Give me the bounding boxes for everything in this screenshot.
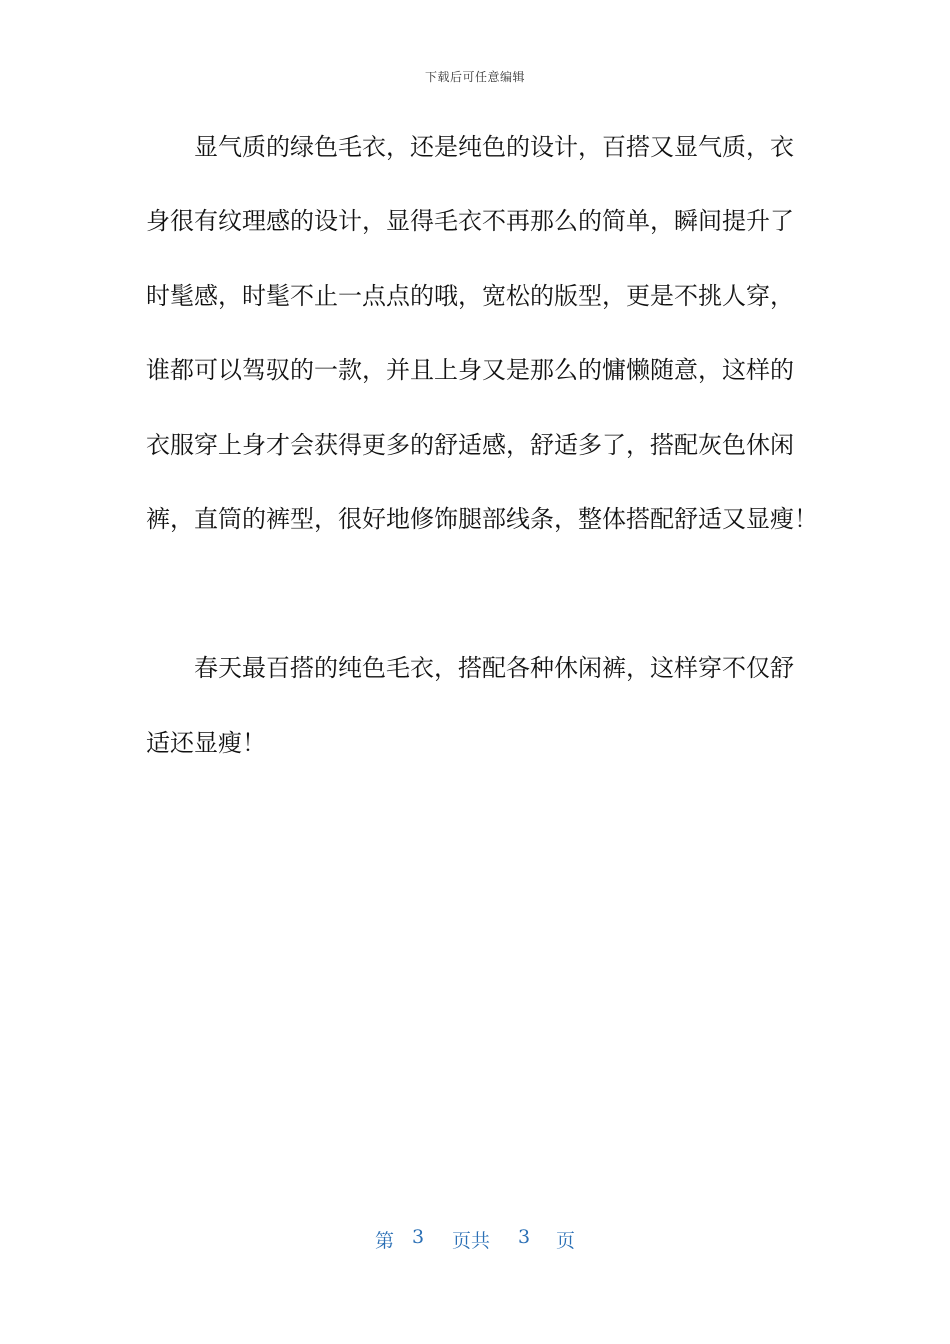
- paragraph-line: 衣服穿上身才会获得更多的舒适感，舒适多了，搭配灰色休闲: [146, 431, 794, 459]
- page-mid-text: 页共: [452, 1230, 491, 1252]
- page-suffix: 页: [556, 1230, 576, 1252]
- paragraph-line: 适还显瘦！: [146, 729, 266, 757]
- paragraph-line: 身很有纹理感的设计，显得毛衣不再那么的简单，瞬间提升了: [146, 207, 794, 235]
- paragraph-line: 裤，直筒的裤型，很好地修饰腿部线条，整体搭配舒适又显瘦！: [146, 505, 818, 533]
- paragraph-line: 春天最百搭的纯色毛衣，搭配各种休闲裤，这样穿不仅舒: [194, 654, 794, 682]
- paragraph-line: 谁都可以驾驭的一款，并且上身又是那么的慵懒随意，这样的: [146, 356, 794, 384]
- paragraph-line: 显气质的绿色毛衣，还是纯色的设计，百搭又显气质，衣: [194, 133, 794, 161]
- current-page-number: 3: [412, 1226, 425, 1248]
- page-prefix: 第: [375, 1230, 395, 1252]
- paragraph-line: 时髦感，时髦不止一点点的哦，宽松的版型，更是不挑人穿，: [146, 282, 794, 310]
- total-pages-number: 3: [518, 1226, 531, 1248]
- page-number-footer: [0, 1226, 950, 1252]
- header-note: 下载后可任意编辑: [424, 70, 525, 84]
